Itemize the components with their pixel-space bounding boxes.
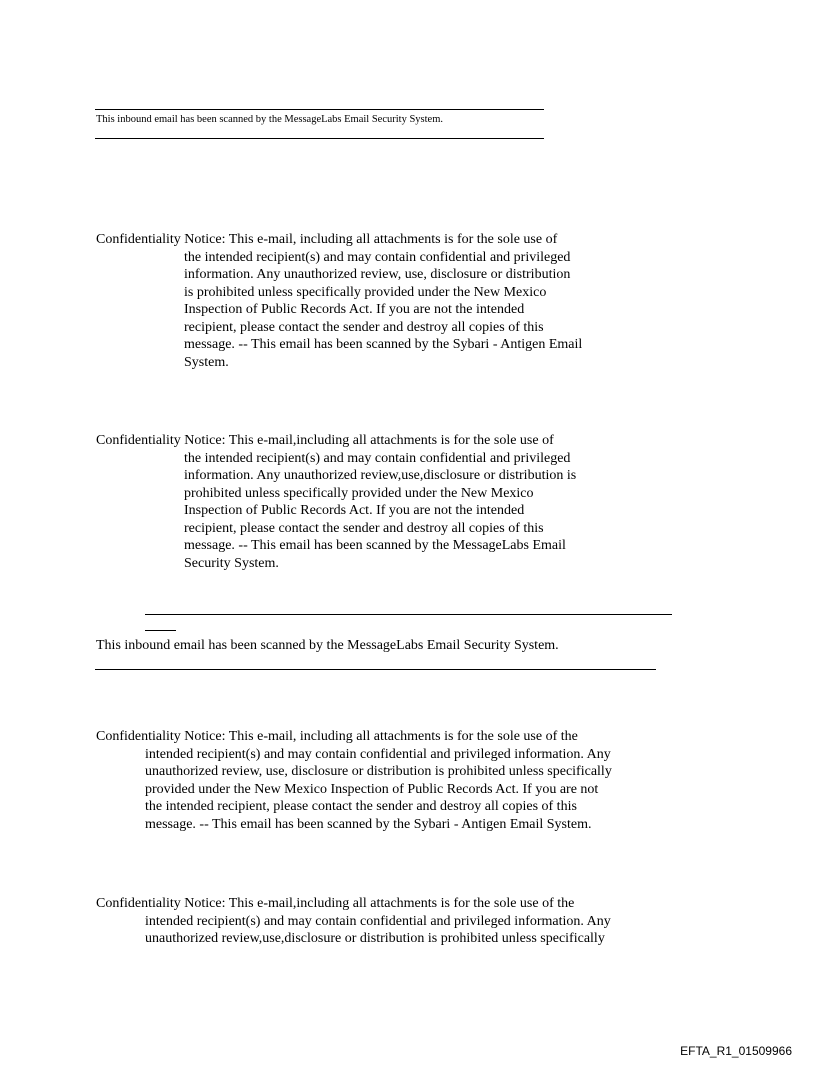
notice-line: Confidentiality Notice: This e-mail, including all attachments is for the sole use of: [96, 232, 558, 247]
middle-rule-upper: [145, 614, 672, 615]
notice-line: is prohibited unless specifically provided under the New Mexico: [184, 284, 547, 300]
middle-rule-lower: [95, 669, 656, 670]
notice-line: Confidentiality Notice: This e-mail, including all attachments is for the sole use of the: [96, 729, 578, 744]
notice-line: unauthorized review, use, disclosure or distribution is prohibited unless specifically: [145, 764, 612, 779]
notice-line: Security System.: [184, 555, 279, 571]
notice-line: message. -- This email has been scanned by the Sybari - Antigen Email: [184, 337, 583, 352]
notice-line: System.: [184, 354, 229, 370]
middle-rule-short: [145, 630, 176, 631]
notice-line: provided under the New Mexico Inspection of Public Records Act. If you are not: [145, 781, 599, 797]
confidentiality-notice-1: [96, 231, 582, 371]
notice-line: message. -- This email has been scanned by the Sybari - Antigen Email System.: [145, 816, 592, 832]
notice-line: intended recipient(s) and may contain confidential and privileged information. Any: [145, 746, 611, 762]
notice-line: Inspection of Public Records Act. If you are not the intended: [184, 302, 525, 317]
notice-line: information. Any unauthorized review,use,disclosure or distribution is: [184, 468, 577, 483]
scan-notice-middle: This inbound email has been scanned by the MessageLabs Email Security System.: [96, 638, 559, 653]
notice-line: information. Any unauthorized review, use, disclosure or distribution: [184, 267, 571, 282]
confidentiality-notice-2: [96, 432, 576, 572]
scan-notice-top: This inbound email has been scanned by the MessageLabs Email Security System.: [96, 114, 444, 125]
confidentiality-notice-3: [96, 728, 612, 833]
notice-line: intended recipient(s) and may contain confidential and privileged information. Any: [145, 913, 611, 929]
top-rule-lower: [95, 138, 544, 139]
notice-line: prohibited unless specifically provided under the New Mexico: [184, 485, 534, 501]
notice-line: Inspection of Public Records Act. If you are not the intended: [184, 503, 525, 518]
document-id: EFTA_R1_01509966: [680, 1044, 792, 1058]
notice-line: recipient, please contact the sender and destroy all copies of this: [184, 319, 544, 335]
notice-line: Confidentiality Notice: This e-mail,including all attachments is for the sole use of the: [96, 896, 575, 911]
notice-line: the intended recipient(s) and may contain confidential and privileged: [184, 249, 571, 265]
notice-line: Confidentiality Notice: This e-mail,including all attachments is for the sole use of: [96, 433, 554, 448]
notice-line: the intended recipient(s) and may contain confidential and privileged: [184, 450, 571, 466]
notice-line: recipient, please contact the sender and destroy all copies of this: [184, 520, 544, 536]
top-rule-upper: [95, 109, 544, 110]
confidentiality-notice-4: [96, 895, 611, 948]
notice-line: the intended recipient, please contact the sender and destroy all copies of this: [145, 799, 577, 814]
notice-line: message. -- This email has been scanned by the MessageLabs Email: [184, 538, 566, 553]
notice-line: unauthorized review,use,disclosure or distribution is prohibited unless specifically: [145, 931, 605, 946]
